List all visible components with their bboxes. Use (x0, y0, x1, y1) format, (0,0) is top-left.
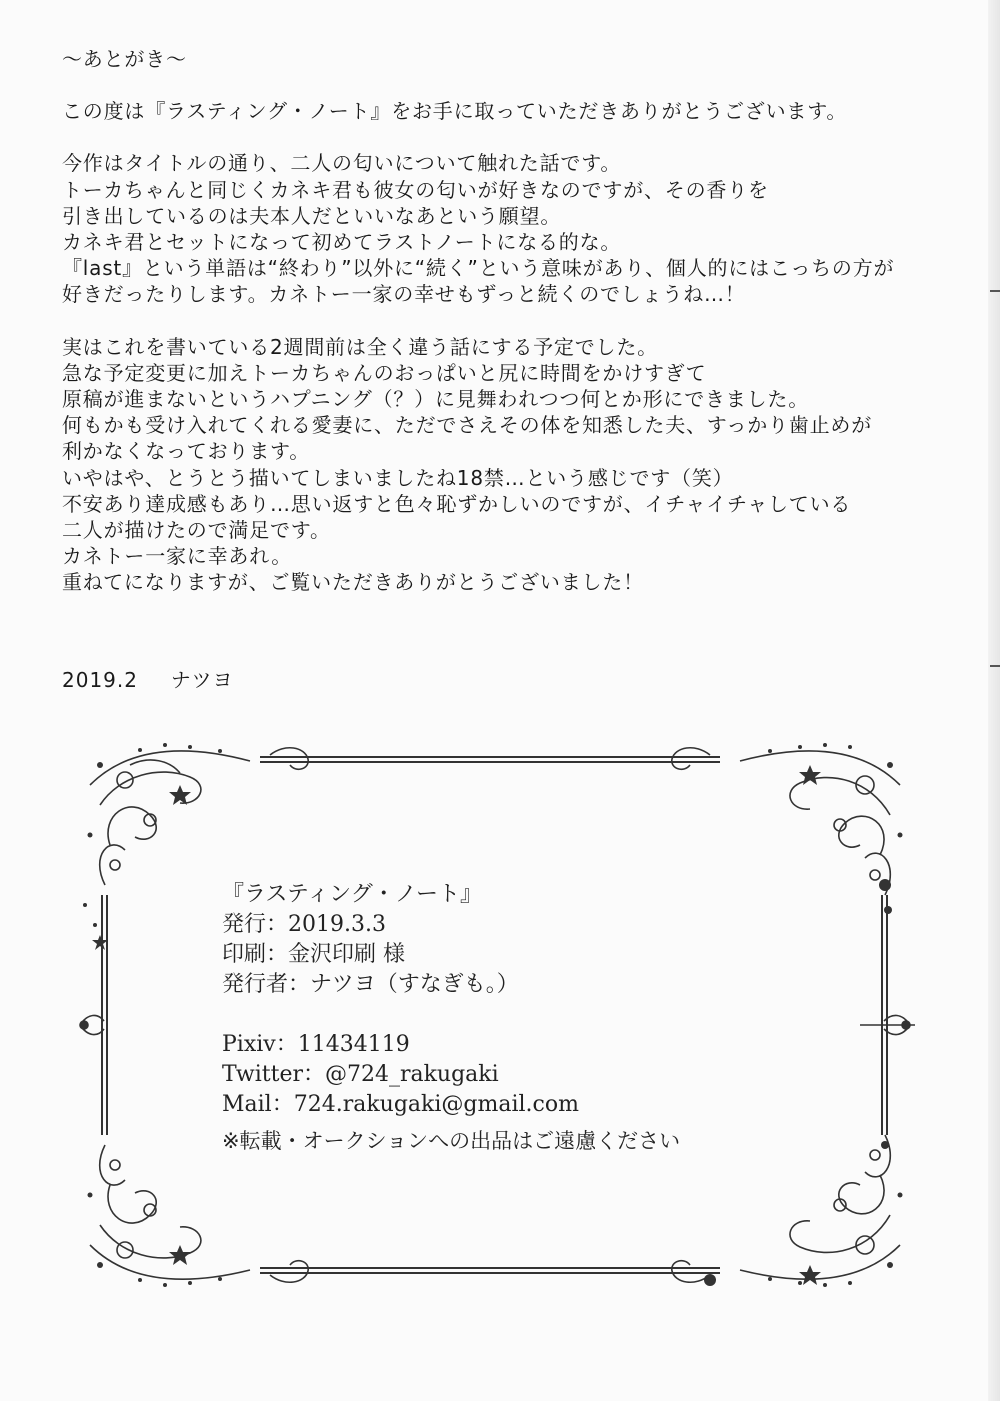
afterword-line: 原稿が進まないというハプニング（？）に見舞われつつ何とか形にできました。 (62, 387, 809, 412)
afterword-thanks: この度は『ラスティング・ノート』をお手に取っていただきありがとうございます。 (62, 99, 848, 124)
afterword-line: 実はこれを書いている2週間前は全く違う話にする予定でした。 (62, 334, 658, 359)
signature (62, 664, 234, 693)
afterword-line: トーカちゃんと同じくカネキ君も彼女の匂いが好きなのですが、その香りを (62, 177, 769, 202)
afterword-line: 何もかも受け入れてくれる愛妻に、ただでさえその体を知悉した夫、すっかり歯止めが (62, 413, 872, 438)
corner-ornament-bottom-left (90, 1145, 308, 1282)
afterword-line: いやはや、とうとう描いてしまいましたね18禁…という感じです（笑） (62, 465, 734, 490)
colophon (222, 880, 579, 1120)
afterword-line: カネキ君とセットになって初めてラストノートになる的な。 (62, 230, 622, 255)
afterword-line: 好きだったりします。カネトー一家の幸せもずっと続くのでしょうね…！ (62, 282, 746, 307)
reprint-notice: ※転載・オークションへの出品はご遠慮ください (222, 1129, 681, 1153)
colophon-twitter: Twitter：@724_rakugaki (222, 1062, 499, 1087)
trim-mark (990, 290, 1000, 292)
afterword-text (62, 46, 942, 596)
corner-ornament-bottom-right (672, 1135, 900, 1282)
afterword-line: 不安あり達成感もあり…思い返すと色々恥ずかしいのですが、イチャイチャしている (62, 491, 852, 516)
afterword-line: 『last』という単語は“終わり”以外に“続く”という意味があり、個人的にはこっちの方が (62, 256, 895, 281)
signature-date: 2019.2 (62, 668, 138, 692)
afterword-line: 重ねてになりますが、ご覧いただきありがとうございました！ (62, 570, 644, 595)
corner-ornament-top-left (90, 748, 308, 885)
afterword-heading: 〜あとがき〜 (62, 47, 187, 71)
corner-ornament-top-right (672, 748, 900, 895)
afterword-line: カネトー一家に幸あれ。 (62, 544, 292, 569)
colophon-printer: 印刷：金沢印刷 様 (222, 942, 405, 967)
colophon-issued: 発行：2019.3.3 (222, 912, 386, 937)
trim-mark (990, 665, 1000, 667)
side-fleuron-right (860, 1015, 915, 1034)
colophon-publisher: 発行者：ナツヨ（すなぎも。） (222, 972, 519, 997)
afterword-line: 利かなくなっております。 (62, 439, 310, 464)
colophon-mail: Mail：724.rakugaki@gmail.com (222, 1092, 579, 1117)
side-fleuron-left (80, 1015, 104, 1034)
page-edge (988, 0, 1000, 1401)
afterword-line: 二人が描けたので満足です。 (62, 518, 331, 543)
signature-author: ナツヨ (170, 668, 234, 692)
afterword-line: 今作はタイトルの通り、二人の匂いについて触れた話です。 (62, 151, 622, 176)
afterword-line: 急な予定変更に加えトーカちゃんのおっぱいと尻に時間をかけすぎて (62, 360, 707, 385)
afterword-line: 引き出しているのは夫本人だといいなあという願望。 (62, 203, 562, 228)
colophon-pixiv: Pixiv：11434119 (222, 1032, 410, 1057)
colophon-title: 『ラスティング・ノート』 (222, 882, 483, 907)
